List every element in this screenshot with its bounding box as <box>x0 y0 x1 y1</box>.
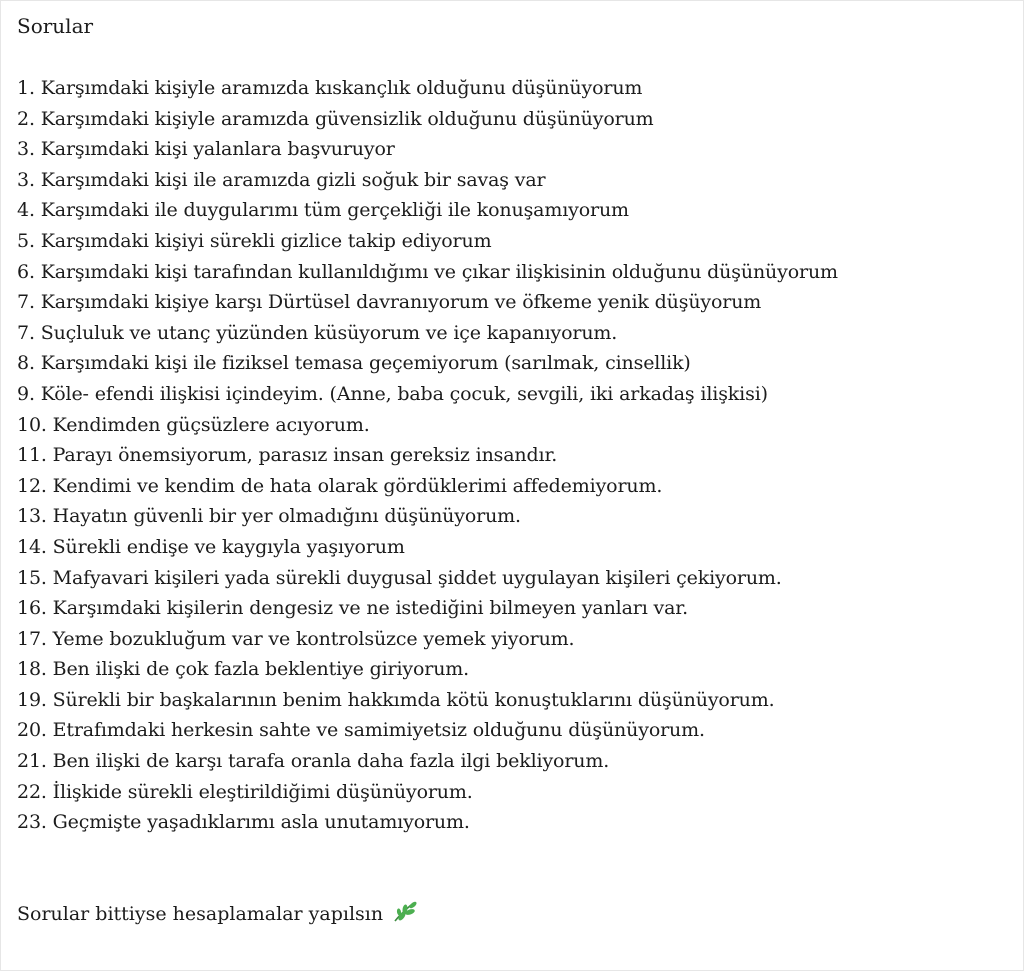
list-item: 2. Karşımdaki kişiyle aramızda güvensizlik olduğunu düşünüyorum <box>17 107 654 130</box>
list-item: 12. Kendimi ve kendim de hata olarak gördüklerimi affedemiyorum. <box>17 474 663 497</box>
list-item: 3. Karşımdaki kişi yalanlara başvuruyor <box>17 138 395 161</box>
list-item: 16. Karşımdaki kişilerin dengesiz ve ne istediğini bilmeyen yanları var. <box>17 597 689 620</box>
list-item: 1. Karşımdaki kişiyle aramızda kıskançlık olduğunu düşünüyorum <box>17 77 643 99</box>
list-item: 6. Karşımdaki kişi tarafından kullanıldığımı ve çıkar ilişkisinin olduğunu düşünüyorum <box>17 260 838 283</box>
list-item: 3. Karşımdaki kişi ile aramızda gizli soğuk bir savaş var <box>17 168 546 191</box>
page-title: Sorular <box>17 14 94 38</box>
list-item: 9. Köle- efendi ilişkisi içindeyim. (Anne, baba çocuk, sevgili, iki arkadaş ilişkisi) <box>17 382 768 405</box>
list-item: 19. Sürekli bir başkalarının benim hakkımda kötü konuştuklarını düşünüyorum. <box>17 688 775 711</box>
list-item: 22. İlişkide sürekli eleştirildiğimi düşünüyorum. <box>17 780 473 803</box>
list-item: 8. Karşımdaki kişi ile fiziksel temasa geçemiyorum (sarılmak, cinsellik) <box>17 352 691 375</box>
list-item: 5. Karşımdaki kişiyi sürekli gizlice takip ediyorum <box>17 229 492 252</box>
list-item: 4. Karşımdaki ile duygularımı tüm gerçekliği ile konuşamıyorum <box>17 199 629 222</box>
question-list <box>17 73 838 838</box>
list-item: 7. Suçluluk ve utanç yüzünden küsüyorum ve içe kapanıyorum. <box>17 321 618 344</box>
footer-text: Sorular bittiyse hesaplamalar yapılsın <box>17 903 384 925</box>
list-item: 20. Etrafımdaki herkesin sahte ve samimiyetsiz olduğunu düşünüyorum. <box>17 719 705 742</box>
herb-leaf-icon <box>393 901 419 932</box>
list-item: 23. Geçmişte yaşadıklarımı asla unutamıyorum. <box>17 811 470 834</box>
list-item: 10. Kendimden güçsüzlere acıyorum. <box>17 413 370 436</box>
list-item: 15. Mafyavari kişileri yada sürekli duygusal şiddet uygulayan kişileri çekiyorum. <box>17 566 782 589</box>
list-item: 18. Ben ilişki de çok fazla beklentiye giriyorum. <box>17 658 470 681</box>
footer-note <box>17 899 419 932</box>
list-item: 21. Ben ilişki de karşı tarafa oranla daha fazla ilgi bekliyorum. <box>17 750 610 773</box>
list-item: 17. Yeme bozukluğum var ve kontrolsüzce yemek yiyorum. <box>17 627 575 650</box>
list-item: 14. Sürekli endişe ve kaygıyla yaşıyorum <box>17 535 405 558</box>
list-item: 13. Hayatın güvenli bir yer olmadığını düşünüyorum. <box>17 505 521 528</box>
list-item: 11. Parayı önemsiyorum, parasız insan gereksiz insandır. <box>17 444 558 467</box>
list-item: 7. Karşımdaki kişiye karşı Dürtüsel davranıyorum ve öfkeme yenik düşüyorum <box>17 291 762 314</box>
